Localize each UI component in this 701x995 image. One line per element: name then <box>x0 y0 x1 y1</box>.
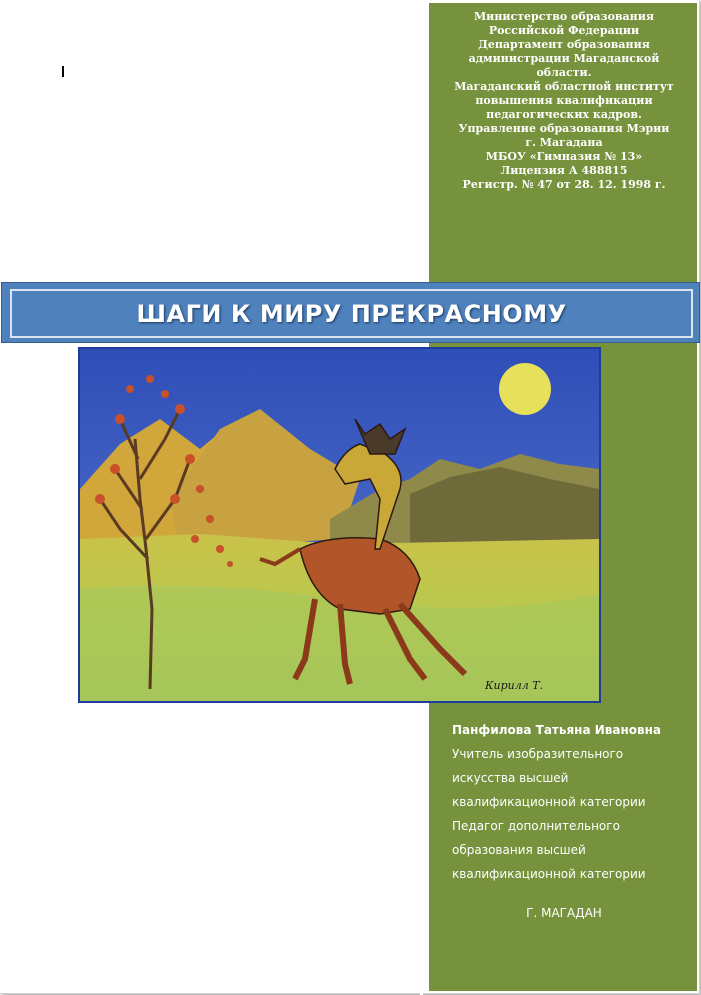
author-line: Педагог дополнительного <box>452 819 620 833</box>
org-line: Управление образования Мэрии <box>458 122 670 135</box>
author-line: Учитель изобразительного <box>452 747 624 761</box>
org-line: администрации Магаданской <box>468 52 660 65</box>
sun-icon <box>499 363 551 415</box>
document-title: ШАГИ К МИРУ ПРЕКРАСНОМУ <box>136 299 567 328</box>
cover-painting <box>78 347 601 703</box>
org-line: педагогических кадров. <box>486 108 642 121</box>
author-line: искусства высшей <box>452 771 569 785</box>
org-line: Лицензия А 488815 <box>500 164 628 177</box>
painting-signature: Кирилл Т. <box>485 679 544 692</box>
author-line: квалификационной категории <box>452 795 646 809</box>
org-line: Министерство образования <box>473 10 655 23</box>
org-line: Магаданский областной институт <box>454 80 674 93</box>
painting-illustration <box>80 349 599 701</box>
title-banner-inner <box>10 289 693 338</box>
text-cursor <box>62 66 64 77</box>
org-line: Департамент образования <box>478 38 650 51</box>
author-name: Панфилова Татьяна Ивановна <box>452 723 661 737</box>
org-line: г. Магадана <box>525 136 603 149</box>
org-line: Российской Федерации <box>488 24 640 37</box>
org-line: области. <box>536 66 592 79</box>
city-label: Г. МАГАДАН <box>526 906 602 920</box>
org-line: повышения квалификации <box>475 94 653 107</box>
author-line: образования высшей <box>452 843 586 857</box>
org-line: МБОУ «Гимназия № 13» <box>485 150 643 163</box>
author-line: квалификационной категории <box>452 867 646 881</box>
organization-block <box>436 10 692 192</box>
author-block <box>452 718 692 886</box>
title-banner <box>1 282 700 343</box>
org-line: Регистр. № 47 от 28. 12. 1998 г. <box>462 178 666 191</box>
